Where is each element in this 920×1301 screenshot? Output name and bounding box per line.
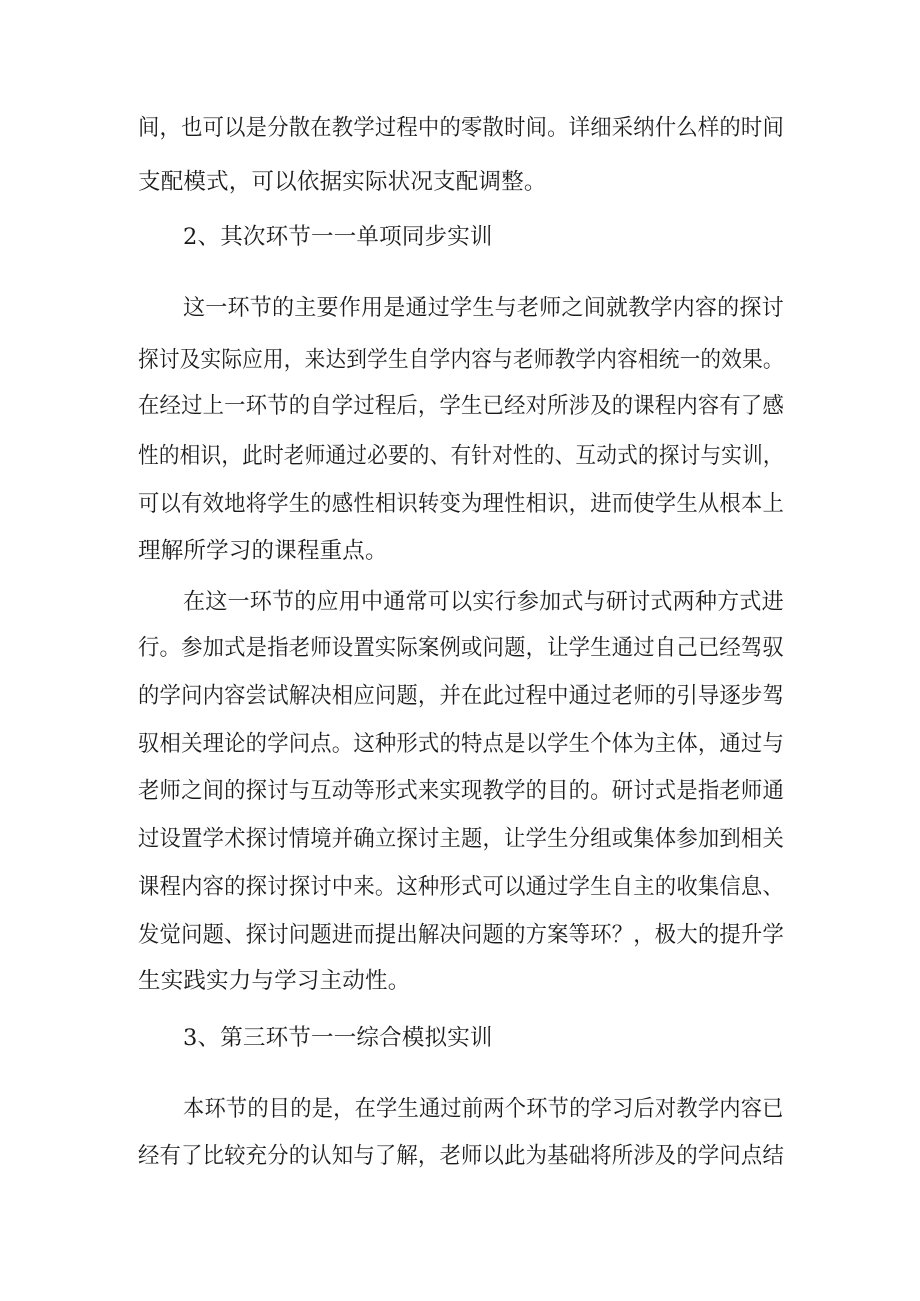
text-line: 行。参加式是指老师设置实际案例或问题，让学生通过自己已经驾驭 [138,635,785,661]
text-line: 在这一环节的应用中通常可以实行参加式与研讨式两种方式进 [183,589,784,615]
text-line: 的学问内容尝试解决相应问题，并在此过程中通过老师的引导逐步驾 [138,683,785,709]
text-line: 间，也可以是分散在教学过程中的零散时间。详细采纳什么样的时间 [138,115,785,141]
text-line: 发觉问题、探讨问题进而提出解决问题的方案等环？，极大的提升学 [138,922,785,948]
text-line: 过设置学术探讨情境并确立探讨主题，让学生分组或集体参加到相关 [138,826,785,852]
section-heading-2: 2、其次环节一一单项同步实训 [183,224,493,250]
text-line: 性的相识，此时老师通过必要的、有针对性的、互动式的探讨与实训， [138,443,784,469]
text-line: 探讨及实际应用，来达到学生自学内容与老师教学内容相统一的效果。 [138,347,784,373]
text-line: 经有了比较充分的认知与了解，老师以此为基础将所涉及的学问点结 [138,1143,785,1169]
text-line: 老师之间的探讨与互动等形式来实现教学的目的。研讨式是指老师通 [138,778,785,804]
text-line: 在经过上一环节的自学过程后，学生已经对所涉及的课程内容有了感 [138,393,785,419]
text-line: 这一环节的主要作用是通过学生与老师之间就教学内容的探讨 [183,295,784,321]
text-line: 课程内容的探讨探讨中来。这种形式可以通过学生自主的收集信息、 [138,874,785,900]
text-line: 理解所学习的课程重点。 [138,538,388,564]
text-line: 可以有效地将学生的感性相识转变为理性相识，进而使学生从根本上 [138,491,785,517]
text-line: 本环节的目的是，在学生通过前两个环节的学习后对教学内容已 [183,1096,784,1122]
text-line: 生实践实力与学习主动性。 [138,968,411,994]
text-line: 支配模式，可以依据实际状况支配调整。 [138,169,547,195]
text-line: 驭相关理论的学问点。这种形式的特点是以学生个体为主体，通过与 [138,731,785,757]
section-heading-3: 3、第三环节一一综合模拟实训 [183,1025,493,1051]
